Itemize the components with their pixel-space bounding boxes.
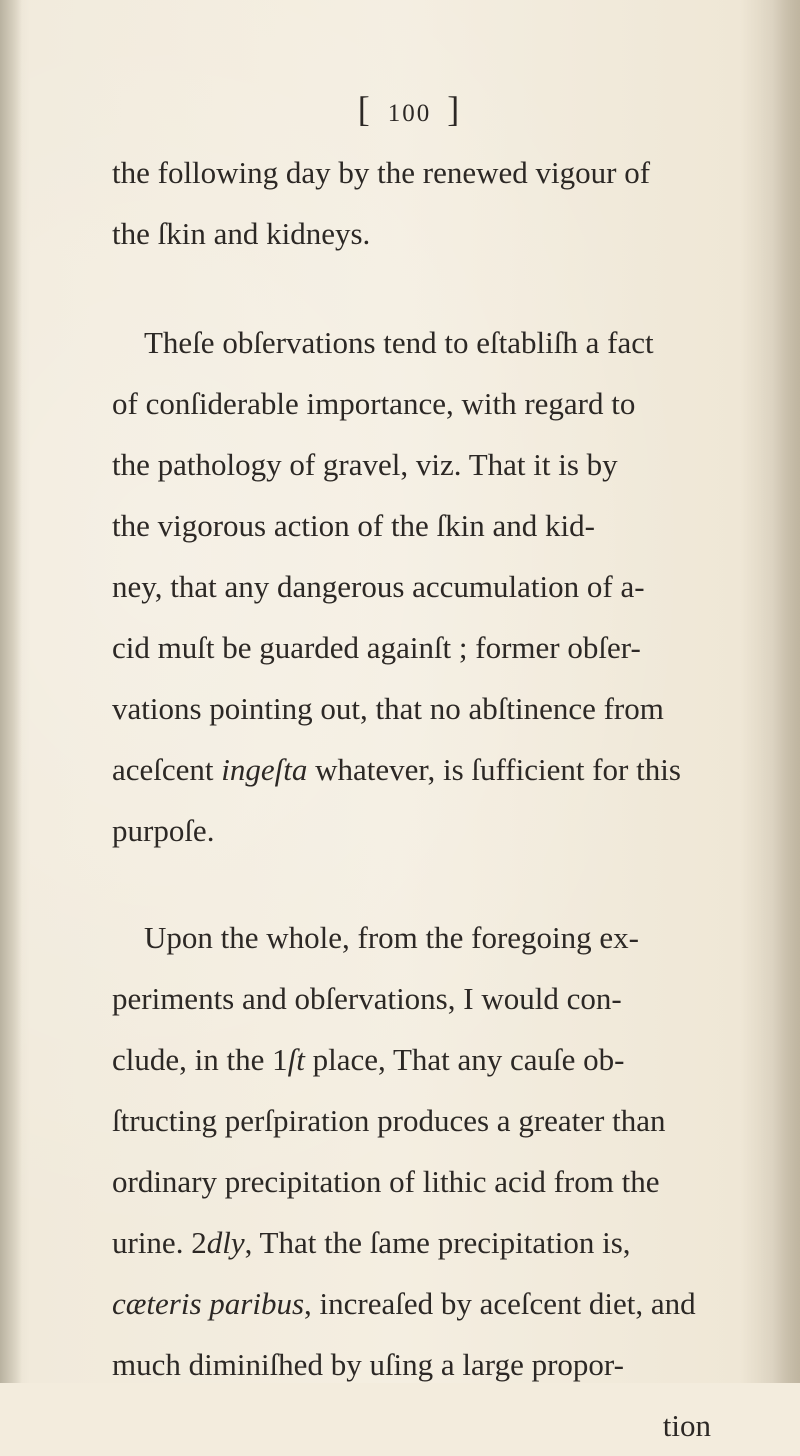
text-line: vations pointing out, that no abſtinence from — [112, 691, 664, 726]
paragraph-continuation — [112, 142, 767, 264]
text-line: Theſe obſervations tend to eſtabliſh a fact — [144, 325, 654, 360]
page-number: 100 — [387, 100, 432, 127]
text-line-with-italic: urine. 2dly, That the ſame precipitation is, — [112, 1225, 631, 1260]
text-line: purpoſe. — [112, 813, 215, 848]
text-line: Upon the whole, from the foregoing ex- — [144, 920, 640, 955]
text-line-with-italic: aceſcent ingeſta whatever, is ſufficient for this — [112, 752, 681, 787]
page-header — [112, 88, 767, 130]
catchword: tion — [662, 1408, 711, 1443]
text-line: ney, that any dangerous accumulation of a- — [112, 569, 645, 604]
text-line: cid muſt be guarded againſt ; former obſer- — [112, 630, 641, 665]
text-line: ſtructing perſpiration produces a greater than — [112, 1103, 666, 1138]
text-line: the pathology of gravel, viz. That it is by — [112, 447, 618, 482]
text-line-with-italic: cæteris paribus, increaſed by aceſcent diet, and — [112, 1286, 696, 1321]
header-bracket-close: ] — [447, 89, 462, 129]
page-text — [112, 88, 767, 1456]
header-bracket-open: [ — [357, 89, 372, 129]
paragraph-conclusion — [112, 907, 767, 1395]
paragraph-observations — [112, 312, 767, 861]
text-line: the vigorous action of the ſkin and kid- — [112, 508, 595, 543]
text-line: periments and obſervations, I would con- — [112, 981, 622, 1016]
text-line: the ſkin and kidneys. — [112, 216, 371, 251]
page-gutter-shadow — [0, 0, 22, 1383]
text-line-with-italic: clude, in the 1ſt place, That any cauſe ob- — [112, 1042, 625, 1077]
text-line: the following day by the renewed vigour of — [112, 155, 651, 190]
text-line: much diminiſhed by uſing a large propor- — [112, 1347, 624, 1382]
text-line: of conſiderable importance, with regard to — [112, 386, 636, 421]
text-line: ordinary precipitation of lithic acid from the — [112, 1164, 660, 1199]
